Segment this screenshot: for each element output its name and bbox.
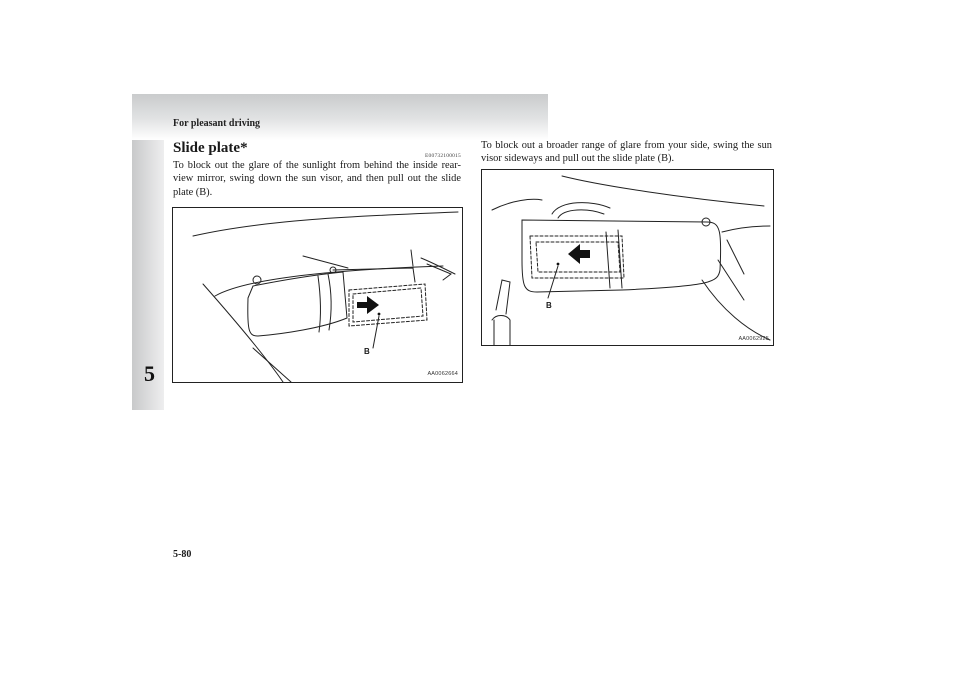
sun-visor-illustration-front	[173, 208, 462, 382]
sun-visor-figure-front	[172, 207, 463, 383]
callout-b: B	[364, 347, 370, 356]
sun-visor-figure-side	[481, 169, 774, 346]
arrow-left-icon	[568, 244, 590, 264]
figure-code: AA0062664	[427, 371, 458, 377]
right-paragraph: To block out a broader range of glare from your side, swing the sun visor sideways and pull out the slide plate (B).	[481, 140, 772, 165]
chapter-number: 5	[144, 361, 155, 386]
figure-code: AA0062925	[738, 336, 769, 342]
callout-b: B	[546, 301, 552, 310]
section-title: For pleasant driving	[173, 118, 261, 129]
reference-code: E00732100015	[424, 153, 461, 159]
section-heading: Slide plate*	[173, 140, 248, 156]
sun-visor-illustration-side	[482, 170, 773, 345]
header-band	[132, 94, 548, 140]
arrow-right-icon	[357, 296, 379, 314]
left-paragraph: To block out the glare of the sunlight from behind the inside rear-view mirror, swing down the sun visor, and then pull out the slide plate (B).	[173, 160, 461, 198]
page-number: 5-80	[173, 549, 192, 560]
